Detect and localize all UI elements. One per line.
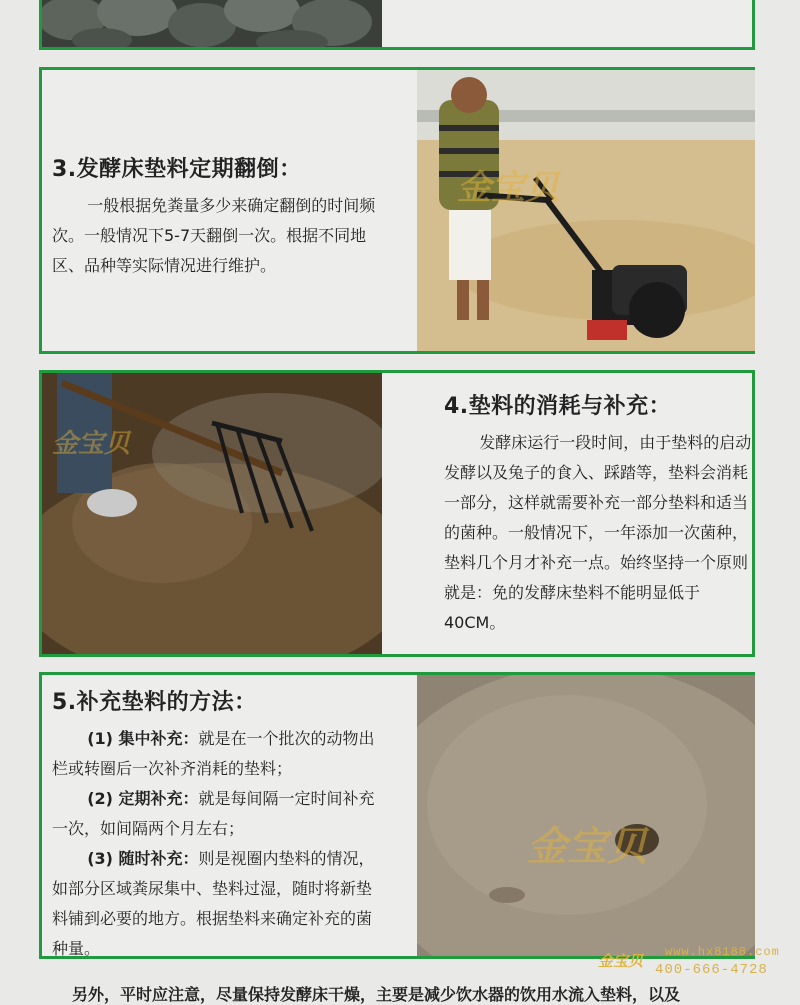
section-4-title: 4.垫料的消耗与补充： — [444, 394, 672, 419]
fork-photo — [42, 373, 382, 654]
watermark-logo-2: 金宝贝 — [52, 429, 131, 459]
section-5-item-1 — [52, 724, 382, 784]
section-3-body: 一般根据免粪量多少来确定翻倒的时间频次。一般情况下5-7天翻倒一次。根据不同地区、品种等实际情况进行维护。 — [52, 196, 376, 275]
tiller-photo — [417, 70, 755, 351]
section-3-text — [52, 152, 392, 281]
section-5-item-3 — [52, 844, 382, 964]
section-5-text — [52, 685, 382, 964]
bottom-continuation-text: 另外，平时应注意，尽量保持发酵床干燥，主要是减少饮水器的饮用水流入垫料，以及 — [72, 985, 681, 1004]
section-4-body: 发酵床运行一段时间，由于垫料的启动发酵以及兔子的食入、踩踏等，垫料会消耗一部分，这样就需要补充一部分垫料和适当的菌种。一般情况下，一年添加一次菌种，垫料几个月才补充一点。始终坚持一个原则就是：免的发酵床垫料不能明显低于40CM。 — [444, 433, 752, 632]
item-3-label: (3) 随时补充： — [87, 849, 199, 868]
section-3-title: 3.发酵床垫料定期翻倒： — [52, 157, 302, 182]
item-2-label: (2) 定期补充： — [87, 789, 199, 808]
corner-logo: 金宝贝 — [598, 952, 644, 970]
bedding-photo — [417, 675, 755, 956]
watermark-logo-3: 金宝贝 — [527, 823, 647, 870]
panel-top-partial — [39, 0, 755, 50]
item-3-text: 则是视圈内垫料的情况，如部分区域粪尿集中、垫料过湿，随时将新垫料铺到必要的地方。根据垫料来确定补充的菌种量。 — [52, 849, 375, 958]
watermark-logo: 金宝贝 — [457, 168, 559, 208]
section-5-item-2 — [52, 784, 382, 844]
watermark-phone: 400-666-4728 — [655, 962, 768, 978]
section-5-title: 5.补充垫料的方法： — [52, 690, 257, 715]
section-4-panel — [39, 370, 755, 657]
item-2-text: 就是每间隔一定时间补充一次，如间隔两个月左右； — [52, 789, 375, 838]
stones-photo — [42, 0, 382, 47]
item-1-label: (1) 集中补充： — [87, 729, 199, 748]
watermark-site: www.hx8188.com — [665, 945, 780, 959]
section-3-panel — [39, 67, 755, 354]
section-4-text — [444, 389, 754, 638]
section-5-panel — [39, 672, 755, 959]
item-1-text: 就是在一个批次的动物出栏或转圈后一次补齐消耗的垫料； — [52, 729, 375, 778]
